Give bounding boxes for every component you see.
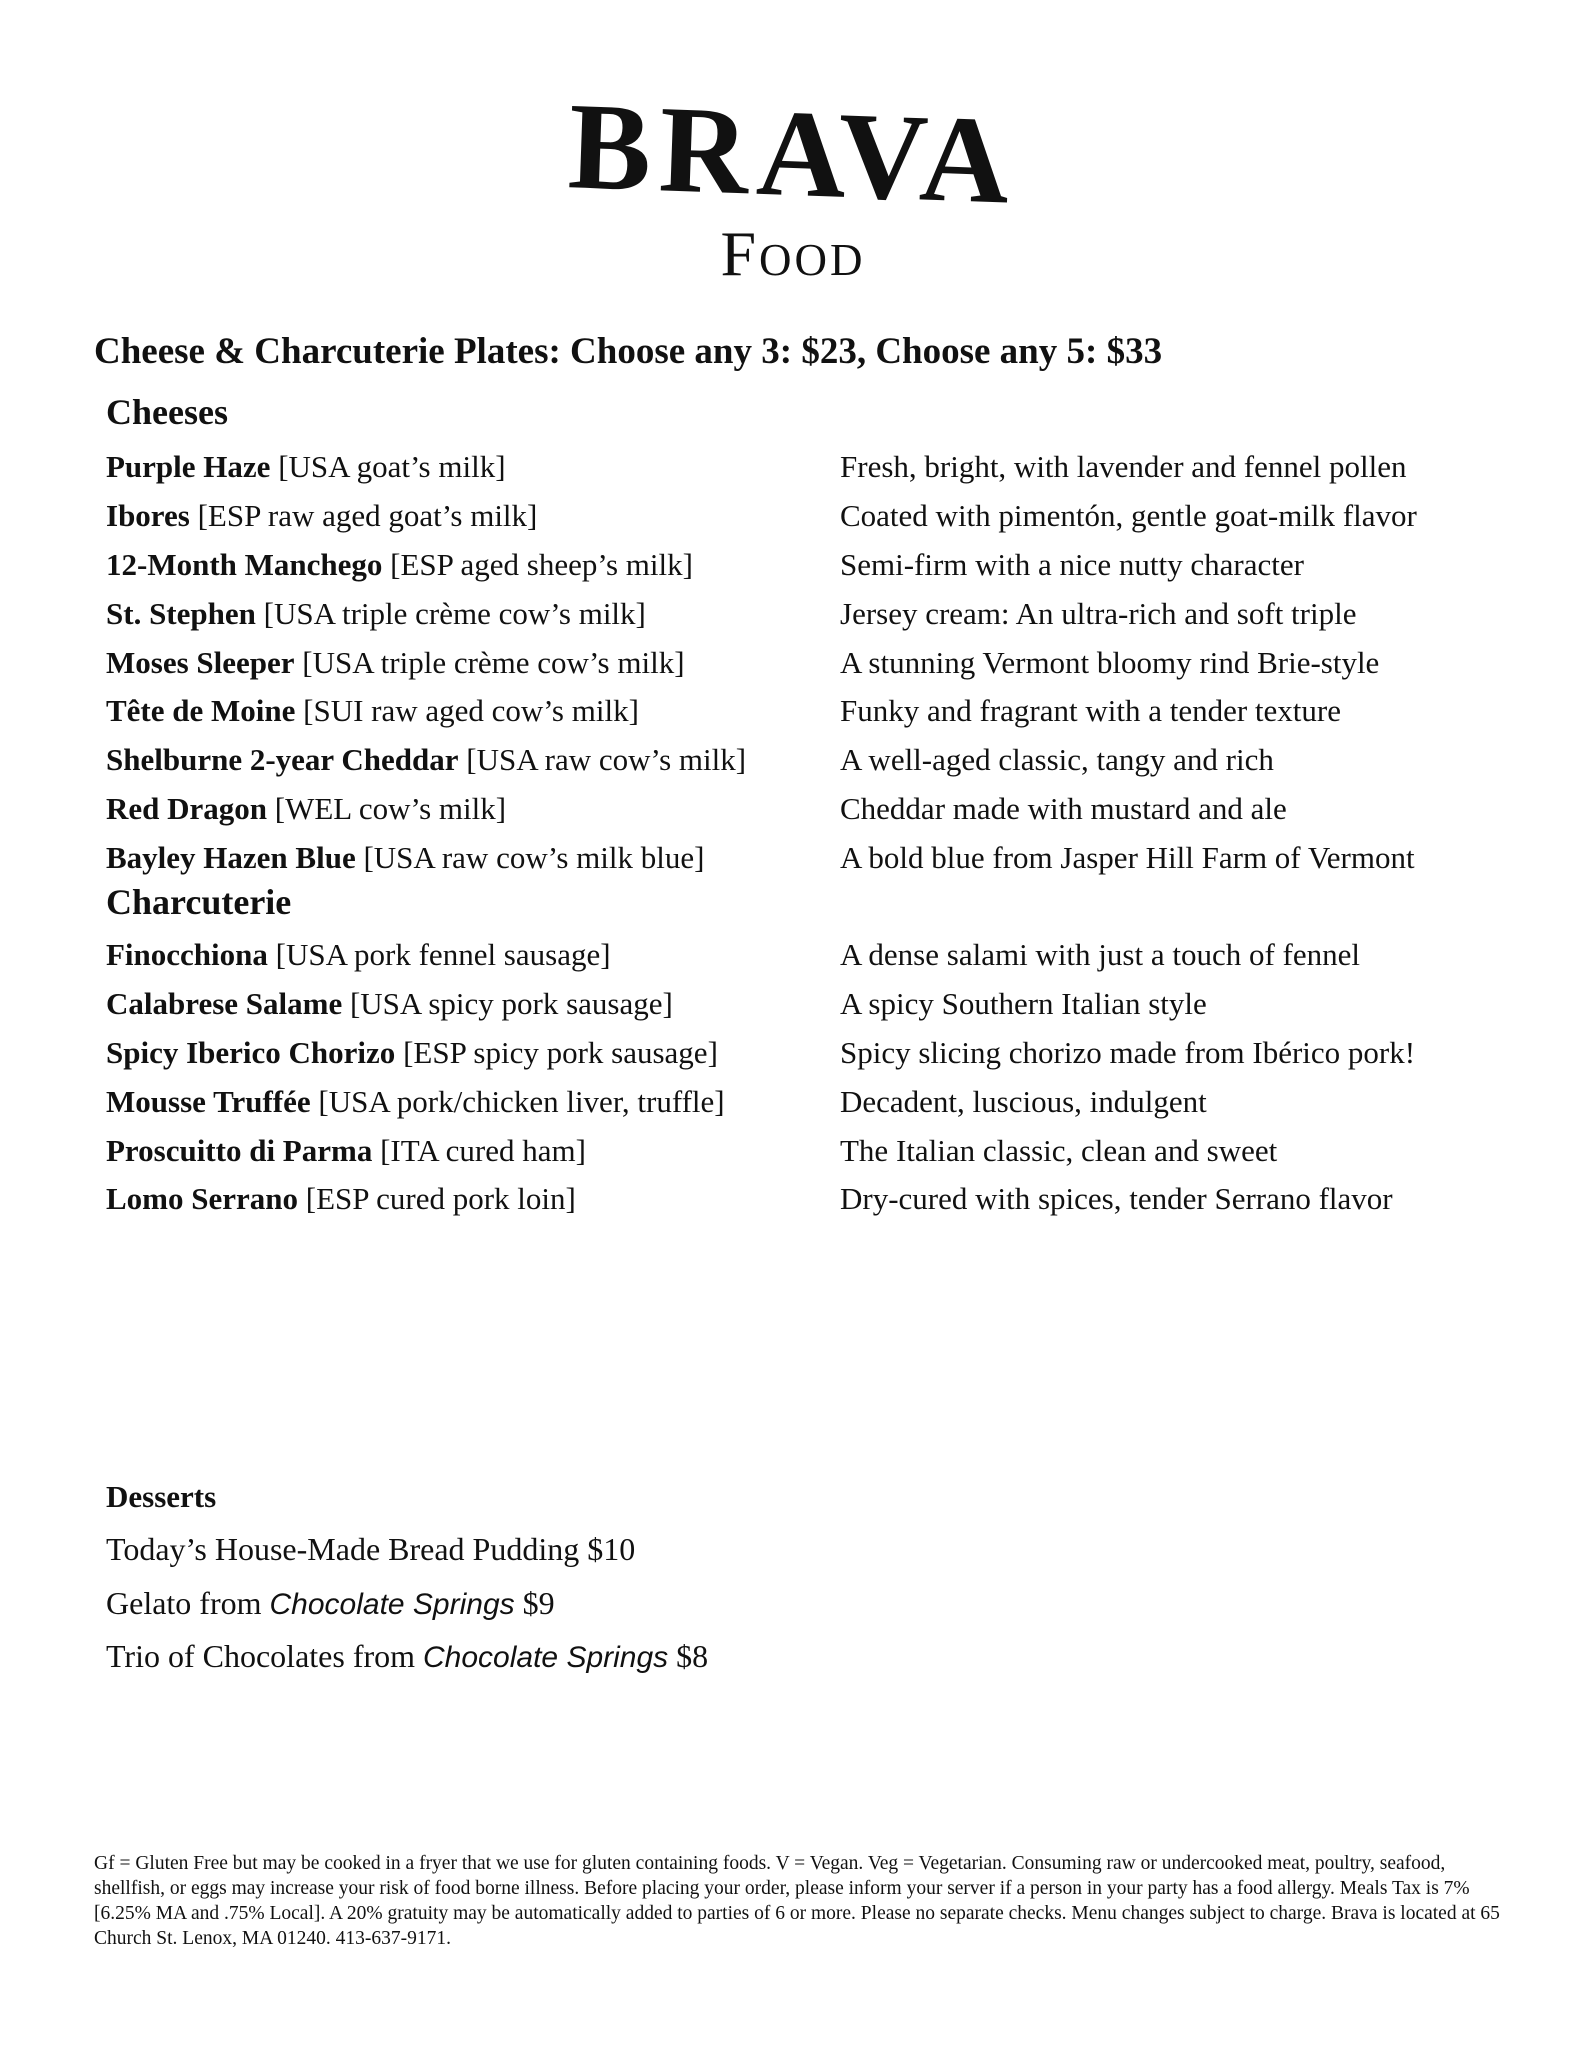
footer-disclaimer: Gf = Gluten Free but may be cooked in a fryer that we use for gluten containing foods. V = Vegan. Veg = Vegetarian. Consuming raw or undercooked meat, poultry, seafood, shellfish, or eggs may increase your risk of food borne illness. Before placing your order, please inform your server if a person in your party has a food allergy. Meals Tax is 7% [6.25% MA and .75% Local]. A 20% gratuity may be automatically added to parties of 6 or more. Please no separate checks. Menu changes subject to charge. Brava is located at 65 Church St. Lenox, MA 01240. 413-637-9171. <box>94 1853 1500 1949</box>
item-description: Fresh, bright, with lavender and fennel pollen <box>840 449 1407 485</box>
dessert-price: $9 <box>522 1584 555 1621</box>
item-description: A spicy Southern Italian style <box>840 986 1207 1022</box>
charcuterie-item <box>106 1077 1506 1126</box>
item-description: The Italian classic, clean and sweet <box>840 1132 1278 1168</box>
brand-logo: BRAVA <box>566 77 1020 230</box>
item-name: Finocchiona <box>106 937 268 973</box>
charcuterie-item <box>106 1126 1506 1175</box>
item-description: Cheddar made with mustard and ale <box>840 790 1287 826</box>
dessert-price: $8 <box>676 1638 709 1674</box>
cheese-item <box>106 589 1506 638</box>
item-detail: [ESP cured pork loin] <box>305 1181 576 1217</box>
item-detail: [ESP raw aged goat’s milk] <box>197 498 538 534</box>
dessert-list <box>106 1523 708 1684</box>
cheese-list <box>106 443 1506 882</box>
item-description: Semi-firm with a nice nutty character <box>840 546 1304 582</box>
dessert-text: Gelato from <box>106 1584 262 1621</box>
item-description: A dense salami with just a touch of fennel <box>840 937 1360 973</box>
item-detail: [USA triple crème cow’s milk] <box>302 644 685 680</box>
item-description: A bold blue from Jasper Hill Farm of Vermont <box>840 839 1415 875</box>
dessert-text: Trio of Chocolates from <box>106 1638 416 1674</box>
item-detail: [WEL cow’s milk] <box>274 790 507 826</box>
cheese-item <box>106 736 1506 785</box>
cheese-item <box>106 638 1506 687</box>
charcuterie-list <box>106 931 1506 1224</box>
desserts-section-title: Desserts <box>106 1479 217 1514</box>
item-name: Red Dragon <box>106 790 268 826</box>
item-detail: [USA spicy pork sausage] <box>349 986 673 1022</box>
dessert-supplier: Chocolate Springs <box>423 1641 669 1674</box>
item-name: St. Stephen <box>106 595 256 631</box>
dessert-item <box>106 1523 708 1577</box>
item-detail: [ITA cured ham] <box>380 1132 586 1168</box>
plates-pricing-heading: Cheese & Charcuterie Plates: Choose any 3: $23, Choose any 5: $33 <box>94 331 1163 372</box>
item-detail: [USA pork/chicken liver, truffle] <box>318 1083 725 1119</box>
item-detail: [USA raw cow’s milk blue] <box>363 839 705 875</box>
cheese-item <box>106 687 1506 736</box>
item-detail: [USA goat’s milk] <box>278 449 506 485</box>
cheese-item <box>106 492 1506 541</box>
item-description: A stunning Vermont bloomy rind Brie-style <box>840 644 1380 680</box>
cheese-item <box>106 785 1506 834</box>
charcuterie-item <box>106 1029 1506 1078</box>
item-description: A well-aged classic, tangy and rich <box>840 742 1274 778</box>
charcuterie-section-title: Charcuterie <box>106 882 292 922</box>
item-detail: [ESP spicy pork sausage] <box>403 1034 718 1070</box>
cheese-item <box>106 833 1506 882</box>
item-description: Spicy slicing chorizo made from Ibérico pork! <box>840 1034 1416 1070</box>
cheese-item <box>106 443 1506 492</box>
item-name: Calabrese Salame <box>106 986 343 1022</box>
charcuterie-item <box>106 1175 1506 1224</box>
item-name: Shelburne 2-year Cheddar <box>106 742 459 778</box>
cheeses-section-title: Cheeses <box>106 392 228 432</box>
item-description: Jersey cream: An ultra-rich and soft triple <box>840 595 1357 631</box>
item-description: Coated with pimentón, gentle goat-milk flavor <box>840 498 1417 534</box>
item-name: Bayley Hazen Blue <box>106 839 356 875</box>
item-name: Proscuitto di Parma <box>106 1132 373 1168</box>
item-description: Dry-cured with spices, tender Serrano flavor <box>840 1181 1393 1217</box>
item-name: Purple Haze <box>106 449 271 485</box>
menu-subtitle: Food <box>720 218 866 289</box>
charcuterie-item <box>106 931 1506 980</box>
item-detail: [USA pork fennel sausage] <box>275 937 611 973</box>
dessert-price: $10 <box>587 1531 636 1567</box>
item-description: Decadent, luscious, indulgent <box>840 1083 1207 1119</box>
item-name: Moses Sleeper <box>106 644 295 680</box>
item-name: Tête de Moine <box>106 693 296 729</box>
item-description: Funky and fragrant with a tender texture <box>840 693 1341 729</box>
charcuterie-item <box>106 980 1506 1029</box>
item-detail: [ESP aged sheep’s milk] <box>390 546 693 582</box>
dessert-item <box>106 1577 708 1631</box>
item-name: 12-Month Manchego <box>106 546 383 582</box>
dessert-item <box>106 1630 708 1684</box>
cheese-item <box>106 541 1506 590</box>
item-detail: [USA raw cow’s milk] <box>466 742 747 778</box>
item-detail: [USA triple crème cow’s milk] <box>263 595 646 631</box>
item-name: Mousse Truffée <box>106 1083 311 1119</box>
item-name: Ibores <box>106 498 190 534</box>
dessert-text: Today’s House-Made Bread Pudding <box>106 1531 580 1567</box>
item-detail: [SUI raw aged cow’s milk] <box>303 693 639 729</box>
item-name: Spicy Iberico Chorizo <box>106 1034 396 1070</box>
item-name: Lomo Serrano <box>106 1181 299 1217</box>
dessert-supplier: Chocolate Springs <box>269 1587 515 1621</box>
